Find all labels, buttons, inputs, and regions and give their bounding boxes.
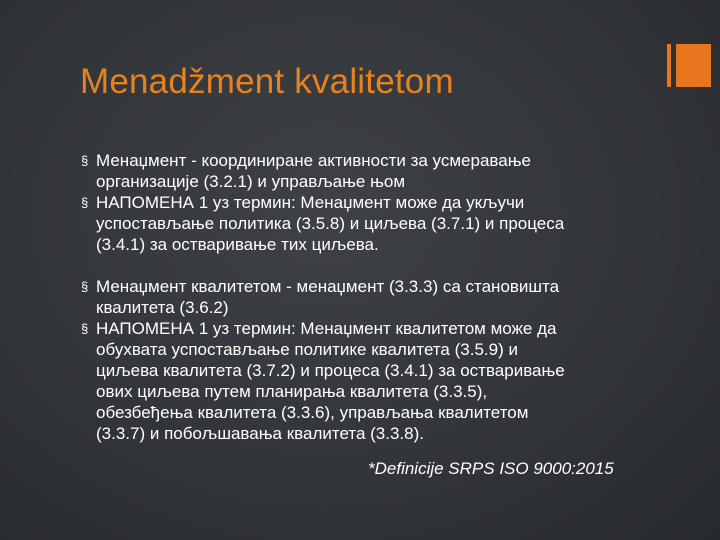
bullet-line: успостављање политика (3.5.8) и циљева (3.7.1) и процеса [96,214,565,233]
paragraph-gap [78,255,658,276]
bullet-line: (3.3.7) и побољшавања квалитета (3.3.8). [96,424,424,443]
bullet-line: организације (3.2.1) и управљање њом [96,172,406,191]
bullet-item-note-management [78,192,658,255]
accent-bar-thick [676,44,711,87]
bullet-line: обухвата успостављање политике квалитета (3.5.9) и [96,340,518,359]
accent-bar-thin [667,44,671,87]
slide-body [78,150,658,444]
square-bullet-icon: § [81,153,89,168]
square-bullet-icon: § [81,195,89,210]
square-bullet-icon: § [81,279,89,294]
source-citation: *Definicije SRPS ISO 9000:2015 [368,459,614,478]
slide-title: Menadžment kvalitetom [80,62,454,101]
bullet-line: квалитета (3.6.2) [96,298,229,317]
bullet-line: Менаџмент - координиране активности за усмеравање [96,151,531,170]
bullet-item-definition-quality-management [78,276,658,318]
bullet-item-definition-management [78,150,658,192]
bullet-item-note-quality-management [78,318,658,444]
bullet-line: НАПОМЕНА 1 уз термин: Менаџмент може да укључи [96,193,525,212]
bullet-line: ових циљева путем планирања квалитета (3.3.5), [96,382,488,401]
bullet-line: циљева квалитета (3.7.2) и процеса (3.4.1) за остваривање [96,361,565,380]
bullet-line: (3.4.1) за остваривање тих циљева. [96,235,379,254]
bullet-line: Менаџмент квалитетом - менаџмент (3.3.3) са становишта [96,277,560,296]
square-bullet-icon: § [81,321,89,336]
bullet-line: обезбеђења квалитета (3.3.6), управљања квалитетом [96,403,529,422]
bullet-line: НАПОМЕНА 1 уз термин: Менаџмент квалитетом може да [96,319,557,338]
